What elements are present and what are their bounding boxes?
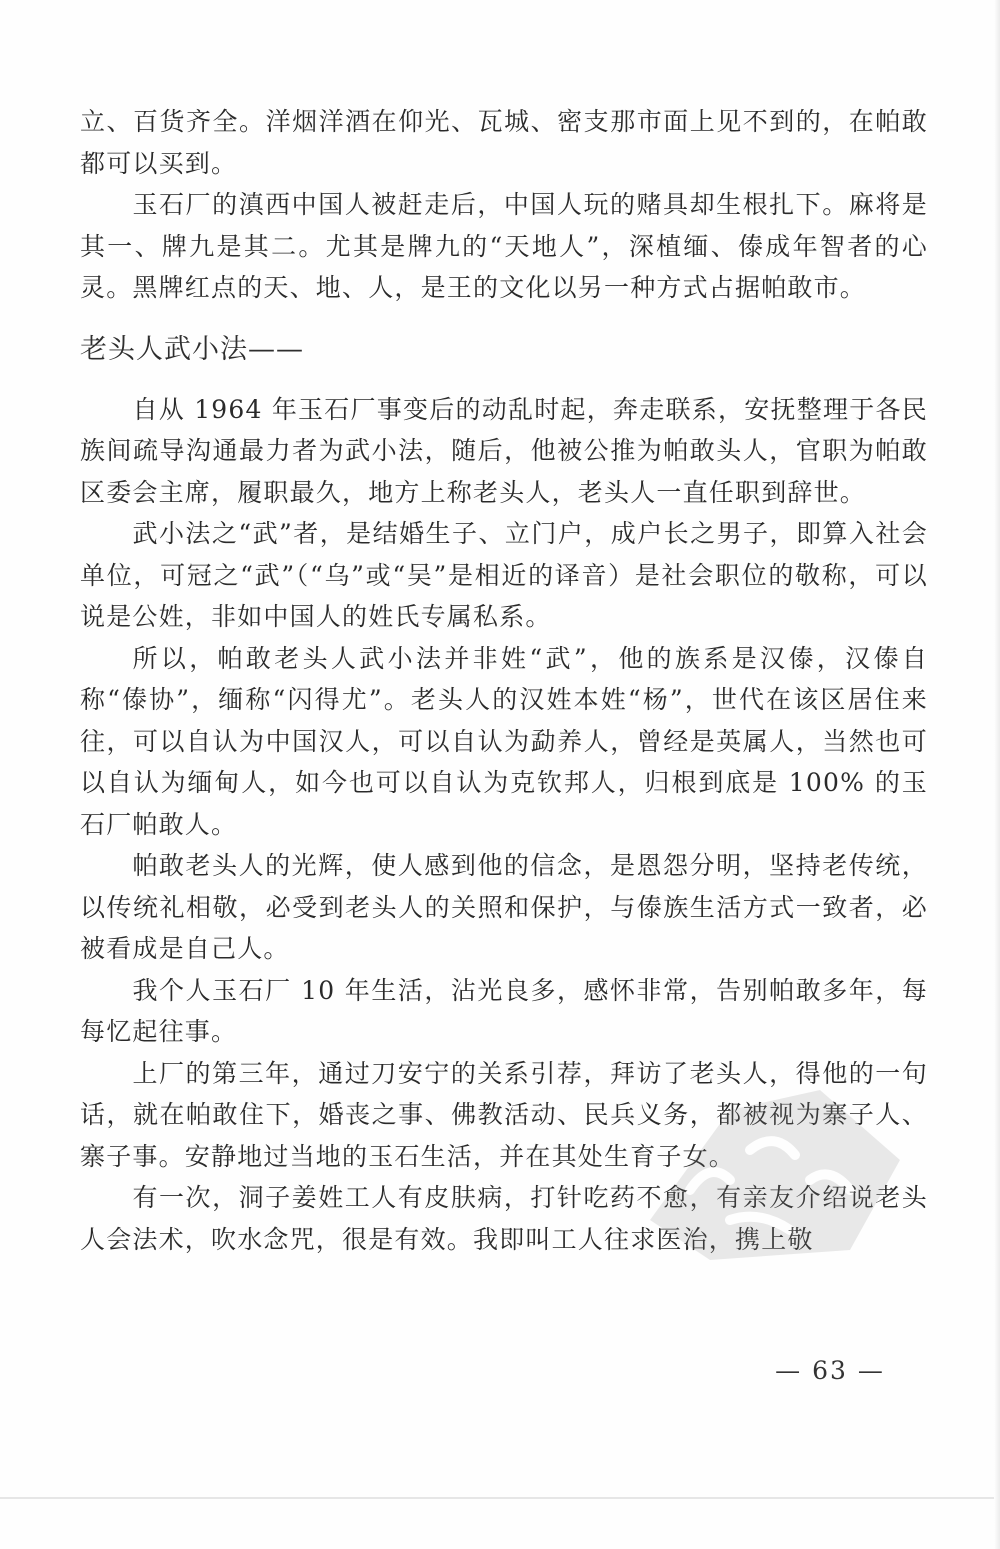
paragraph: 帕敢老头人的光辉，使人感到他的信念，是恩怨分明，坚持老传统，以传统礼相敬，必受到老头人的关照和保护，与傣族生活方式一致者，必被看成是自己人。 <box>80 851 928 963</box>
paragraph: 我个人玉石厂 10 年生活，沾光良多，感怀非常，告别帕敢多年，每每忆起往事。 <box>80 975 928 1046</box>
watermark-stamp-icon <box>620 1070 920 1270</box>
section-heading: 老头人武小法—— <box>80 333 304 365</box>
page-number: — 63 — <box>775 1356 885 1385</box>
paragraph: 立、百货齐全。洋烟洋酒在仰光、瓦城、密支那市面上见不到的，在帕敢都可以买到。 <box>80 107 928 178</box>
paragraph: 玉石厂的滇西中国人被赶走后，中国人玩的赌具却生根扎下。麻将是其一、牌九是其二。尤其是牌九的“天地人”，深植缅、傣成年智者的心灵。黑牌红点的天、地、人，是王的文化以另一种方式占据帕敢市。 <box>80 190 928 302</box>
paragraph: 所以，帕敢老头人武小法并非姓“武”，他的族系是汉傣，汉傣自称“傣协”，缅称“闪得尤”。老头人的汉姓本姓“杨”，世代在该区居住来往，可以自认为中国汉人，可以自认为勐养人，曾经是英属人，当然也可以自认为缅甸人，如今也可以自认为克钦邦人，归根到底是 100% 的玉石厂帕敢人。 <box>80 643 928 839</box>
page-right-edge <box>994 0 1000 1549</box>
paragraph: 上厂的第三年，通过刀安宁的关系引荐，拜访了老头人，得他的一句话，就在帕敢住下，婚丧之事、佛教活动、民兵义务，都被视为寨子人、寨子事。安静地过当地的玉石生活，并在其处生育子女。 <box>80 1058 928 1171</box>
page-bottom-edge <box>0 1497 1000 1499</box>
paragraph: 自从 1964 年玉石厂事变后的动乱时起，奔走联系，安抚整理于各民族间疏导沟通最力者为武小法，随后，他被公推为帕敢头人，官职为帕敢区委会主席，履职最久，地方上称老头人，老头人一直任职到辞世。 <box>80 394 928 507</box>
paragraph: 有一次，洞子姜姓工人有皮肤病，打针吃药不愈，有亲友介绍说老头人会法术，吹水念咒，很是有效。我即叫工人往求医治，携上敬 <box>80 1183 928 1254</box>
paragraph: 武小法之“武”者，是结婚生子、立门户，成户长之男子，即算入社会单位，可冠之“武”（“乌”或“吴”是相近的译音）是社会职位的敬称，可以说是公姓，非如中国人的姓氏专属私系。 <box>80 519 928 631</box>
